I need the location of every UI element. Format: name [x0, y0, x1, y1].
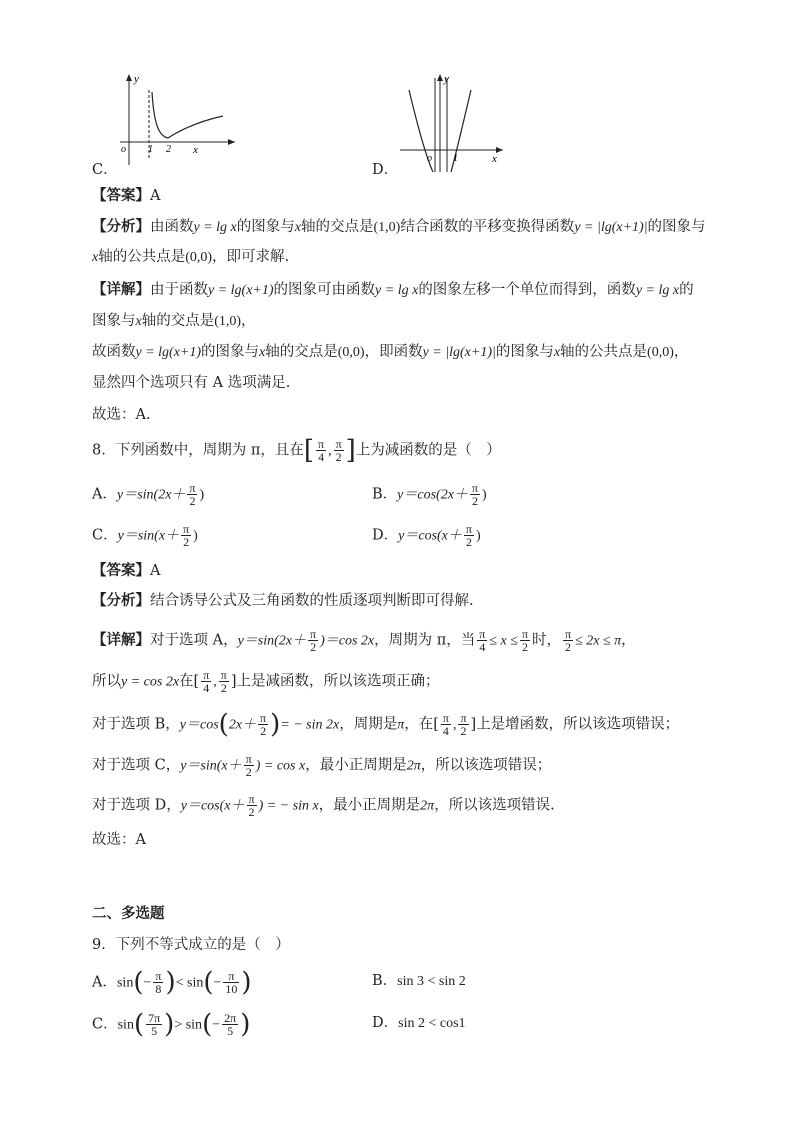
q7-detail-line-3 — [92, 341, 688, 364]
q7-detail-tag: 【详解】 — [92, 282, 150, 298]
math: = − sin 2x — [280, 717, 340, 733]
text: 由于函数 — [150, 282, 208, 298]
fraction: $\frac{\pi}{2}$ — [183, 522, 190, 549]
text: ，在[ — [404, 716, 439, 733]
comma: , — [328, 443, 332, 459]
text: 轴的公共点是 — [560, 344, 648, 360]
text: 时， — [532, 632, 561, 649]
fraction: $\frac{\pi}{4}$ — [442, 711, 449, 738]
math: sin 3 < sin 2 — [397, 974, 466, 989]
q7-answer-tag: 【答案】 — [92, 188, 150, 204]
text: 的图象左移一个单位而得到，函数 — [418, 282, 636, 298]
text: 所以 — [92, 673, 121, 690]
fraction: $\frac{\pi}{2}$ — [460, 711, 467, 738]
math: (1,0) — [214, 314, 242, 329]
math: ) — [481, 487, 487, 503]
fraction: $\frac{\pi}{2}$ — [310, 627, 317, 654]
math: − — [213, 975, 222, 991]
math: , — [452, 717, 457, 733]
math: sin 2 < cos1 — [398, 1016, 466, 1031]
option-label: C． — [92, 1016, 118, 1033]
q8-detail-line-2 — [92, 669, 440, 694]
paren: ( — [202, 1009, 213, 1040]
text: 轴的公共点是 — [98, 249, 186, 265]
fraction: $\frac{7\pi}{5}$ — [148, 1011, 161, 1038]
fraction: $\frac{\pi}{2}$ — [248, 792, 255, 819]
text: ，最小正周期是 — [318, 797, 421, 814]
q8-answer-tag: 【答案】 — [92, 563, 150, 579]
math: y = |lg(x+1)| — [422, 345, 496, 360]
option-label: C． — [92, 527, 118, 544]
math: y = lg(x+1) — [135, 345, 202, 360]
text: ，即函数 — [364, 344, 423, 360]
fraction: $\frac{\pi}{2}$ — [335, 437, 342, 464]
q8-detail-line-3 — [92, 709, 680, 740]
q9-option-d — [372, 1012, 466, 1035]
text: ，周期是 — [339, 716, 398, 733]
q7-detail-line-2 — [92, 310, 256, 333]
text: 的图象与 — [647, 219, 706, 235]
q8-detail-line-5 — [92, 793, 555, 818]
math: y = lg x — [375, 283, 419, 298]
math: y＝cos(2x＋ — [397, 487, 468, 503]
q8-option-c — [92, 523, 198, 548]
math: y＝cos(x＋ — [398, 528, 462, 544]
text: ， — [241, 313, 256, 329]
text: 由函数 — [150, 219, 194, 235]
text: 上为减函数的是（ ） — [355, 442, 501, 459]
q7-choice: 故选：A. — [92, 407, 151, 423]
paren: ) — [165, 967, 176, 998]
text: 的图象可由函数 — [273, 282, 376, 298]
text: 的图象与 — [201, 344, 260, 360]
math: − — [212, 1017, 221, 1033]
text: 在[ — [179, 673, 200, 690]
math: x — [553, 345, 561, 360]
q9-stem: 9．下列不等式成立的是（ ） — [92, 937, 290, 953]
text: 对于选项 D， — [92, 797, 181, 814]
q7-detail-line-4: 显然四个选项只有 A 选项满足. — [92, 375, 291, 391]
text: 结合诱导公式及三角函数的性质逐项判断即可得解. — [150, 593, 474, 609]
text: 轴的交点是 — [265, 344, 338, 360]
text: ] — [230, 673, 237, 690]
text: 对于选项 B， — [92, 716, 180, 733]
option-label: D． — [372, 1015, 399, 1031]
math: 2π — [406, 758, 421, 774]
option-label: A． — [92, 486, 117, 503]
bracket: ] — [345, 435, 356, 466]
option-label: D． — [372, 527, 399, 544]
graph-d-label: D． — [372, 162, 399, 178]
text: ，即可求解. — [212, 249, 290, 265]
fraction: $\frac{\pi}{2}$ — [260, 711, 267, 738]
text: ] — [470, 716, 477, 733]
text: 8．下列函数中，周期为 π，且在 — [92, 442, 304, 459]
graph-c-y-label: y — [134, 73, 139, 85]
q7-answer-value: A — [150, 188, 161, 204]
paren: ( — [133, 1009, 145, 1040]
graph-c-label: C． — [92, 162, 118, 178]
paren: ( — [133, 967, 144, 998]
option-label: B． — [372, 486, 398, 503]
math: y＝sin(2x＋ — [237, 633, 307, 649]
text: ， — [621, 632, 636, 649]
math: y = lg(x+1) — [208, 283, 274, 298]
q8-detail-line-4 — [92, 753, 551, 778]
text: ，所以该选项错误. — [434, 797, 555, 814]
math: y = lg x — [635, 283, 680, 298]
graph-d-tick-1: 1 — [453, 153, 458, 164]
bracket: [ — [303, 435, 315, 466]
text: 的 — [679, 282, 694, 298]
math: > sin — [174, 1017, 203, 1033]
q8-detail-tag: 【详解】 — [92, 632, 150, 649]
q8-stem — [92, 435, 501, 466]
math: − — [143, 975, 152, 991]
q8-option-b — [372, 482, 487, 507]
math: y = |lg(x+1)| — [574, 220, 648, 235]
math: (0,0) — [647, 345, 674, 360]
math: < sin — [175, 975, 204, 991]
text: 故函数 — [92, 344, 136, 360]
paren: ( — [218, 709, 229, 740]
math: ≤ 2x ≤ π — [575, 633, 622, 649]
math: x — [135, 314, 142, 329]
text: 上是减函数，所以该选项正确； — [236, 673, 440, 690]
paren: ) — [270, 709, 281, 740]
q7-analysis-line-1 — [92, 216, 706, 239]
math: 2x＋ — [228, 717, 257, 733]
text: 轴的交点是 — [141, 313, 215, 329]
graph-d-origin: o — [427, 153, 432, 164]
q8-answer-value: A — [150, 563, 161, 579]
text: 图象与 — [92, 313, 136, 329]
fraction: $\frac{\pi}{4}$ — [479, 627, 486, 654]
q8-analysis-tag: 【分析】 — [92, 593, 150, 609]
paren: ) — [241, 967, 252, 998]
fraction: $\frac{\pi}{4}$ — [203, 668, 210, 695]
text: 对于选项 A， — [150, 632, 238, 649]
graph-c-x-label: x — [193, 144, 198, 156]
paren: ) — [240, 1009, 251, 1040]
math: (0,0) — [185, 250, 213, 265]
paren: ) — [164, 1009, 175, 1040]
math: ) — [199, 487, 205, 503]
math: y = cos 2x — [121, 674, 180, 690]
fraction: $\frac{\pi}{2}$ — [245, 752, 252, 779]
q7-analysis-tag: 【分析】 — [92, 219, 150, 235]
fraction: $\frac{2\pi}{5}$ — [224, 1011, 237, 1038]
section-title: 二、多选题 — [92, 906, 165, 922]
graph-c — [115, 70, 240, 170]
q8-option-a — [92, 482, 204, 507]
math: x — [92, 250, 99, 265]
graph-c-tick-2: 2 — [166, 144, 171, 155]
graph-c-tick-1: 1 — [148, 144, 153, 155]
q7-detail-line-1 — [92, 279, 694, 302]
text: ，最小正周期是 — [305, 757, 407, 774]
q7-answer-line — [92, 185, 160, 207]
text: 轴的交点是 — [300, 219, 374, 235]
fraction: $\frac{\pi}{8}$ — [155, 969, 162, 996]
math: y＝sin(x＋ — [117, 528, 180, 544]
text: 结合函数的平移变换得函数 — [400, 219, 575, 235]
math: ) — [475, 528, 481, 544]
math: y＝sin(2x＋ — [116, 487, 186, 503]
text: 的图象与 — [236, 219, 295, 235]
text: ，周期为 π，当 — [374, 632, 476, 649]
text: ， — [673, 344, 689, 360]
option-label: A． — [92, 974, 117, 991]
q9-option-c — [92, 1009, 251, 1040]
q8-analysis-line — [92, 590, 474, 612]
math: sin — [116, 975, 134, 991]
math: sin — [117, 1017, 134, 1033]
math: (0,0) — [337, 345, 365, 360]
math: π — [397, 717, 405, 733]
fraction: $\frac{\pi}{2}$ — [521, 627, 528, 654]
graph-d-y-label: y — [444, 73, 449, 85]
fraction: $\frac{\pi}{2}$ — [189, 481, 196, 508]
math: (1,0) — [373, 220, 401, 235]
q9-option-a — [92, 967, 252, 998]
math: )＝cos 2x — [320, 633, 375, 649]
graph-d — [395, 70, 510, 175]
math: ) = cos x — [255, 758, 306, 774]
q9-option-b — [372, 970, 466, 993]
q8-detail-line-1 — [92, 628, 636, 653]
math: , — [213, 674, 217, 690]
text: 对于选项 C， — [92, 757, 181, 774]
math: y＝sin(x＋ — [180, 758, 242, 774]
math: ) — [193, 528, 198, 544]
fraction: $\frac{\pi}{2}$ — [565, 627, 572, 654]
math: y＝cos — [179, 717, 219, 733]
math: y = lg x — [193, 220, 237, 235]
q8-answer-line — [92, 560, 160, 582]
math: x — [259, 345, 266, 360]
q8-option-d — [372, 523, 481, 548]
math: y＝cos(x＋ — [180, 798, 245, 814]
fraction: $\frac{\pi}{2}$ — [465, 522, 472, 549]
math: ) = − sin x — [258, 798, 319, 814]
option-label: B． — [372, 973, 398, 989]
text: 上是增函数，所以该选项错误； — [476, 716, 680, 733]
fraction: $\frac{\pi}{10}$ — [225, 969, 238, 996]
math: 2π — [420, 798, 435, 814]
graph-d-x-label: x — [492, 153, 497, 165]
math: ≤ x ≤ — [489, 633, 518, 649]
fraction: $\frac{\pi}{2}$ — [471, 481, 478, 508]
graph-c-origin: o — [121, 144, 126, 155]
text: ，所以该选项错误； — [420, 757, 552, 774]
paren: ( — [203, 967, 214, 998]
text: 的图象与 — [495, 344, 554, 360]
fraction: $\frac{\pi}{2}$ — [220, 668, 227, 695]
q8-choice: 故选：A — [92, 832, 146, 848]
q7-analysis-line-2 — [92, 246, 289, 269]
math: x — [294, 220, 301, 235]
fraction: $\frac{\pi}{4}$ — [318, 437, 325, 464]
